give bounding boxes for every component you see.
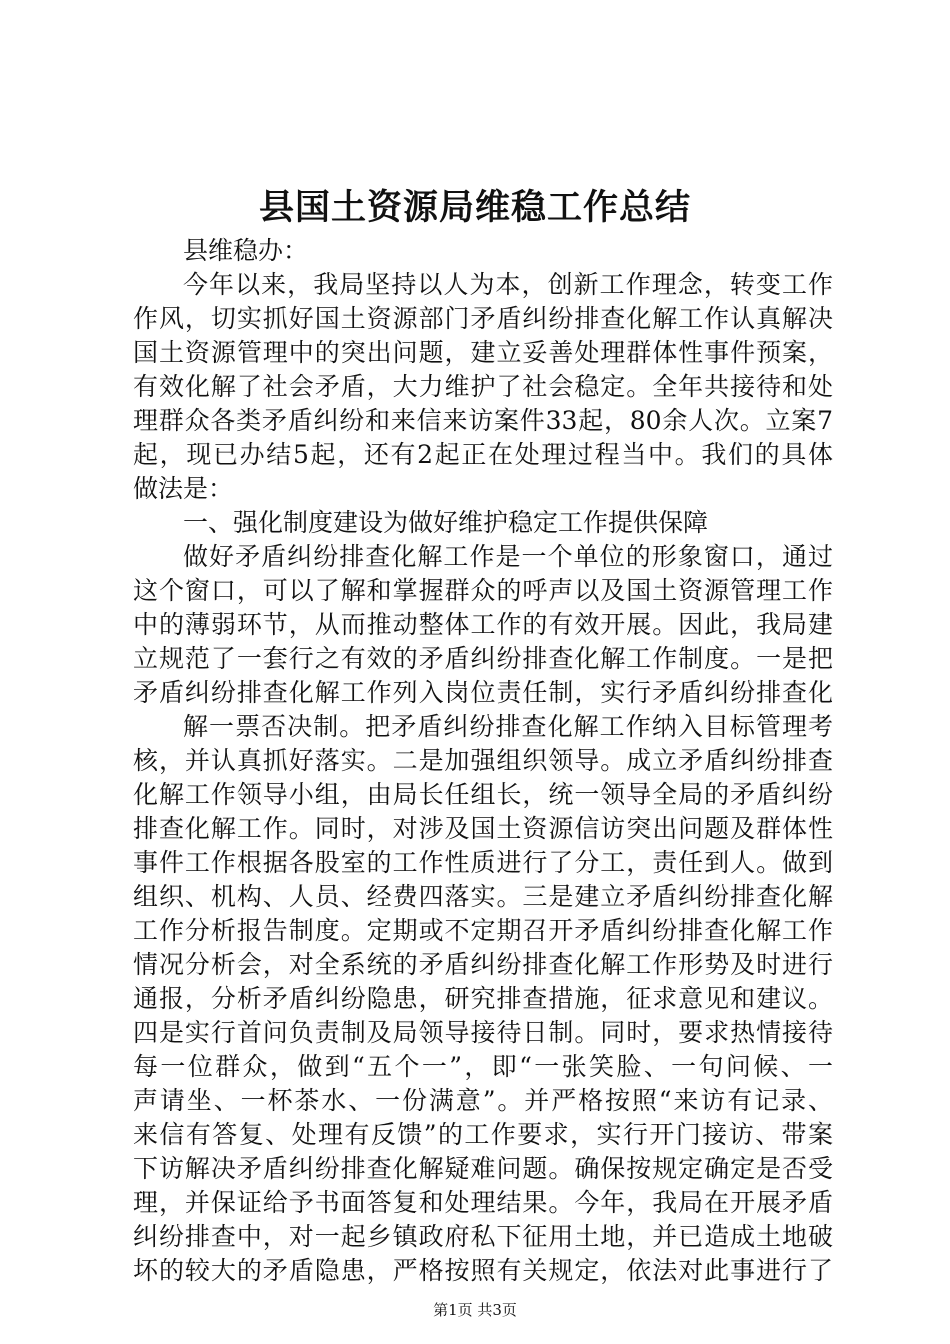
body-line: 矛盾纠纷排查化解工作列入岗位责任制，实行矛盾纠纷排查化 (133, 678, 833, 707)
body-line: 下访解决矛盾纠纷排查化解疑难问题。确保按规定确定是否受 (133, 1154, 833, 1183)
body-line: 通报，分析矛盾纠纷隐患，研究排查措施，征求意见和建议。 (133, 984, 833, 1013)
page-footer: 第1页 共3页 (433, 1301, 517, 1319)
body-line: 做法是： (133, 474, 234, 503)
body-line: 作风，切实抓好国土资源部门矛盾纠纷排查化解工作认真解决 (133, 304, 833, 333)
body-line: 组织、机构、人员、经费四落实。三是建立矛盾纠纷排查化解 (133, 882, 833, 911)
body-line: 化解工作领导小组，由局长任组长，统一领导全局的矛盾纠纷 (133, 780, 833, 809)
body-line: 解一票否决制。把矛盾纠纷排查化解工作纳入目标管理考 (183, 712, 833, 741)
body-line: 坏的较大的矛盾隐患，严格按照有关规定，依法对此事进行了 (133, 1256, 833, 1285)
body-line: 有效化解了社会矛盾，大力维护了社会稳定。全年共接待和处 (133, 372, 833, 401)
body-line: 情况分析会，对全系统的矛盾纠纷排查化解工作形势及时进行 (133, 950, 833, 979)
body-line: 理，并保证给予书面答复和处理结果。今年，我局在开展矛盾 (133, 1188, 833, 1217)
document-title: 县国土资源局维稳工作总结 (258, 187, 691, 228)
body-line: 核，并认真抓好落实。二是加强组织领导。成立矛盾纠纷排查 (133, 746, 833, 775)
body-line: 理群众各类矛盾纠纷和来信来访案件33起，80余人次。立案7 (133, 406, 833, 435)
body-line: 来信有答复、处理有反馈”的工作要求，实行开门接访、带案 (133, 1120, 833, 1149)
body-line: 纠纷排查中，对一起乡镇政府私下征用土地，并已造成土地破 (133, 1222, 833, 1251)
body-line: 立规范了一套行之有效的矛盾纠纷排查化解工作制度。一是把 (133, 644, 833, 673)
body-line: 做好矛盾纠纷排查化解工作是一个单位的形象窗口，通过 (183, 542, 833, 571)
body-line: 这个窗口，可以了解和掌握群众的呼声以及国土资源管理工作 (133, 576, 833, 605)
body-line: 今年以来，我局坚持以人为本，创新工作理念，转变工作 (183, 270, 833, 299)
body-line: 事件工作根据各股室的工作性质进行了分工，责任到人。做到 (133, 848, 833, 877)
section-heading: 一、强化制度建设为做好维护稳定工作提供保障 (183, 508, 709, 537)
body-line: 四是实行首问负责制及局领导接待日制。同时，要求热情接待 (133, 1018, 833, 1047)
body-line: 每一位群众，做到“五个一”，即“一张笑脸、一句问候、一 (133, 1052, 833, 1081)
body-line: 工作分析报告制度。定期或不定期召开矛盾纠纷排查化解工作 (133, 916, 833, 945)
body-line: 声请坐、一杯茶水、一份满意”。并严格按照“来访有记录、 (133, 1086, 833, 1115)
recipient-line: 县维稳办： (183, 236, 309, 265)
body-line: 中的薄弱环节，从而推动整体工作的有效开展。因此，我局建 (133, 610, 833, 639)
body-line: 国土资源管理中的突出问题，建立妥善处理群体性事件预案， (133, 338, 833, 367)
body-line: 排查化解工作。同时，对涉及国土资源信访突出问题及群体性 (133, 814, 833, 843)
body-line: 起，现已办结5起，还有2起正在处理过程当中。我们的具体 (133, 440, 833, 469)
